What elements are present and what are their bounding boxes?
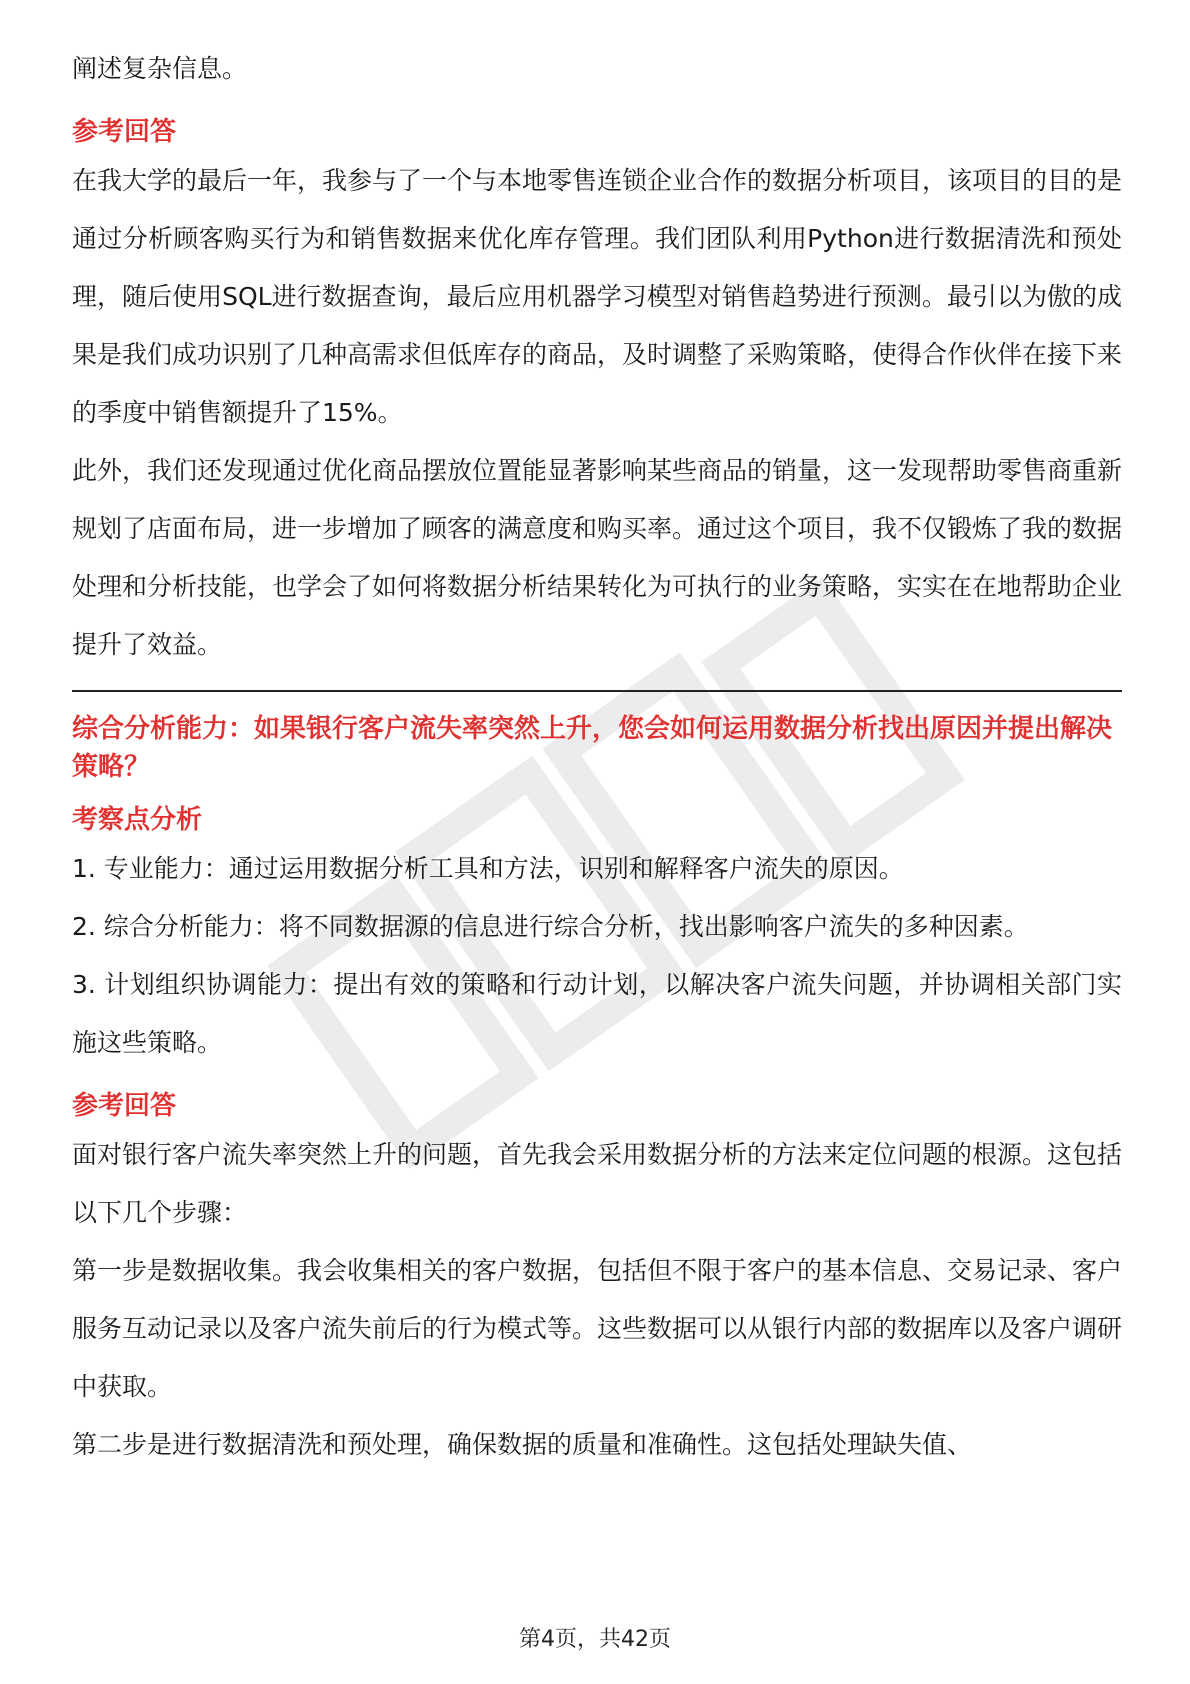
answer-paragraph: 第二步是进行数据清洗和预处理，确保数据的质量和准确性。这包括处理缺失值、 [72, 1430, 973, 1459]
question-title: 综合分析能力：如果银行客户流失率突然上升，您会如何运用数据分析找出原因并提出解决策略？ [72, 714, 1113, 782]
answer-paragraph: 在我大学的最后一年，我参与了一个与本地零售连锁企业合作的数据分析项目，该项目的目的是通过分析顾客购买行为和销售数据来优化库存管理。我们团队利用Python进行数据清洗和预处理，随后使用SQL进行数据查询，最后应用机器学习模型对销售趋势进行预测。最引以为傲的成果是我们成功识别了几种高需求但低库存的商品，及时调整了采购策略，使得合作伙伴在接下来的季度中销售额提升了15%。 [72, 166, 1123, 427]
reference-answer-heading-2: 参考回答 [72, 1091, 177, 1121]
reference-answer-heading-1: 参考回答 [72, 117, 177, 147]
analysis-point: 3. 计划组织协调能力：提出有效的策略和行动计划，以解决客户流失问题，并协调相关部门实施这些策略。 [72, 970, 1122, 1057]
page-content [72, 40, 1122, 1474]
analysis-point: 2. 综合分析能力：将不同数据源的信息进行综合分析，找出影响客户流失的多种因素。 [72, 912, 1029, 941]
answer-paragraph: 第一步是数据收集。我会收集相关的客户数据，包括但不限于客户的基本信息、交易记录、客户服务互动记录以及客户流失前后的行为模式等。这些数据可以从银行内部的数据库以及客户调研中获取。 [72, 1256, 1123, 1401]
intro-tail-text: 阐述复杂信息。 [72, 54, 248, 83]
answer-paragraph: 此外，我们还发现通过优化商品摆放位置能显著影响某些商品的销量，这一发现帮助零售商重新规划了店面布局，进一步增加了顾客的满意度和购买率。通过这个项目，我不仅锻炼了我的数据处理和分析技能，也学会了如何将数据分析结果转化为可执行的业务策略，实实在在地帮助企业提升了效益。 [72, 456, 1123, 659]
section-divider [72, 690, 1122, 692]
analysis-heading: 考察点分析 [72, 805, 203, 835]
analysis-point: 1. 专业能力：通过运用数据分析工具和方法，识别和解释客户流失的原因。 [72, 854, 904, 883]
page-number-footer: 第4页，共42页 [519, 1627, 671, 1652]
answer-paragraph: 面对银行客户流失率突然上升的问题，首先我会采用数据分析的方法来定位问题的根源。这包括以下几个步骤： [72, 1140, 1123, 1227]
